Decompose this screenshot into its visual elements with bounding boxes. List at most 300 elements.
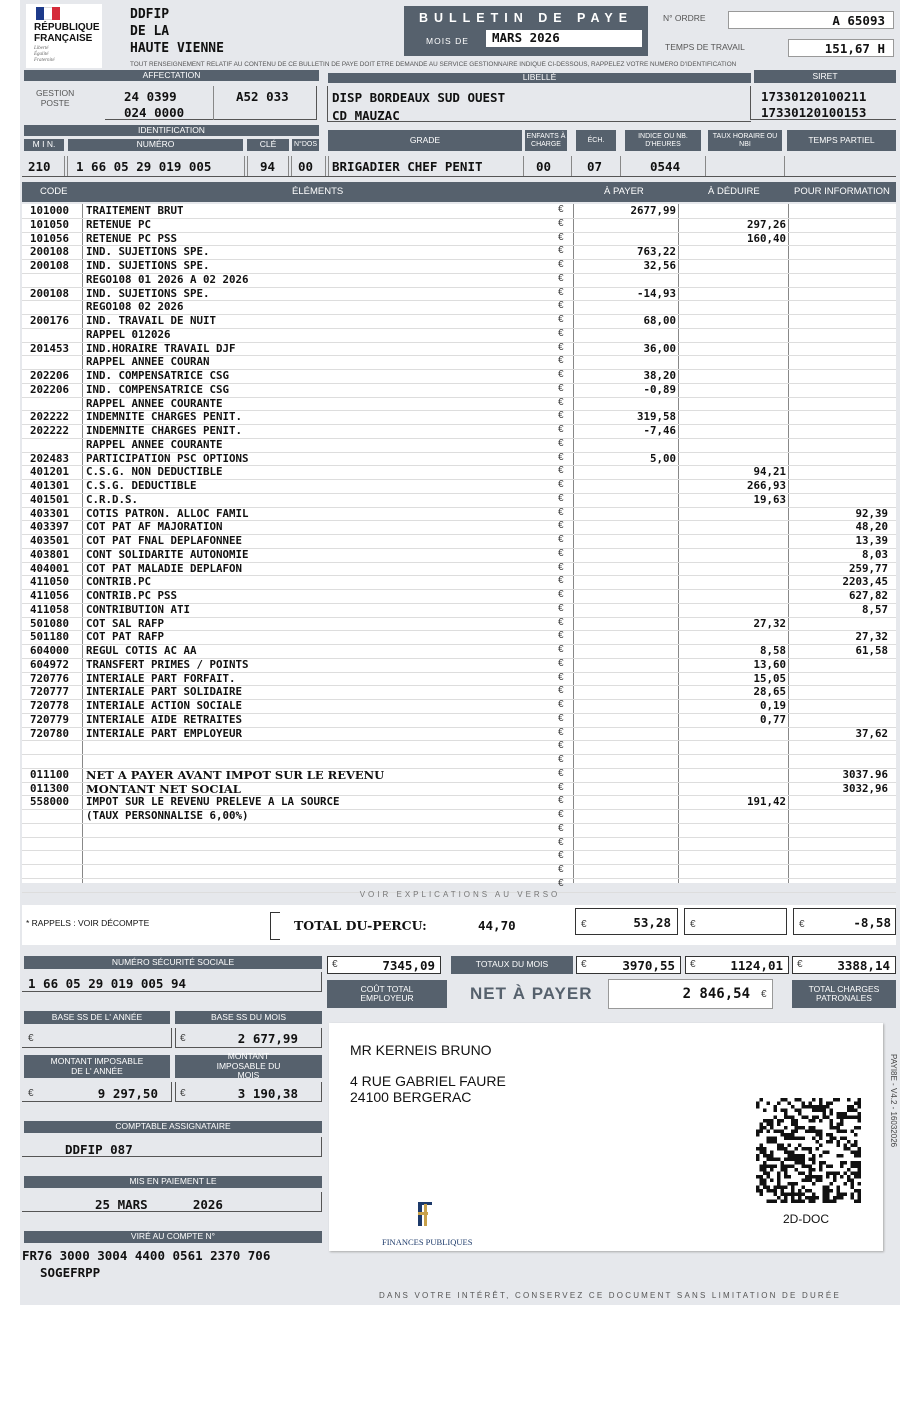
table-row: [20, 520, 900, 534]
row-info: 8,57: [861, 602, 888, 616]
euro-sign: €: [558, 382, 564, 394]
row-label: COT PAT MALADIE DEPLAFON: [86, 561, 243, 575]
row-code: 202206: [30, 382, 70, 396]
table-row: [20, 768, 900, 782]
euro-sign: €: [558, 561, 564, 573]
euro-sign: €: [558, 767, 564, 779]
row-label: INDEMNITE CHARGES PENIT.: [86, 410, 243, 424]
table-row: [20, 548, 900, 562]
row-info: 13,39: [855, 534, 888, 547]
imposable-annee-value: 9 297,50: [97, 1086, 158, 1101]
table-row: [20, 850, 900, 864]
side-code: PAYI8E - V4.2 - 16032026: [889, 1054, 898, 1148]
row-label: INDEMNITE CHARGES PENIT.: [86, 424, 243, 437]
euro-sign: €: [558, 479, 564, 490]
row-label: IND. TRAVAIL DE NUIT: [86, 314, 217, 327]
euro-sign: €: [558, 699, 564, 710]
euro-sign: €: [558, 740, 564, 752]
row-code: 101056: [30, 231, 70, 245]
row-label: TRANSFERT PRIMES / POINTS: [86, 657, 249, 671]
siret-2: 17330120100153: [761, 105, 867, 120]
indice-value: 0544: [650, 159, 681, 174]
row-code: 501080: [30, 616, 70, 630]
row-label: INTERIALE PART EMPLOYEUR: [86, 726, 243, 740]
table-row: [20, 809, 900, 823]
row-info: 92,39: [855, 506, 888, 520]
row-code: 011300: [30, 781, 70, 795]
row-info: 3032,96: [842, 781, 888, 795]
row-code: 200108: [30, 259, 70, 272]
rf-line-2: FRANÇAISE: [34, 33, 93, 44]
rf-line-1: RÉPUBLIQUE: [34, 22, 100, 33]
row-label: INTERIALE ACTION SOCIALE: [86, 699, 243, 712]
row-code: 720776: [30, 671, 70, 685]
table-row: [20, 287, 900, 301]
euro-sign: €: [558, 781, 564, 793]
row-label: CONTRIB.PC PSS: [86, 589, 178, 602]
ech-value: 07: [587, 159, 603, 174]
numero-header: NUMÉRO: [68, 139, 243, 151]
table-header: [22, 182, 896, 202]
row-code: 720779: [30, 712, 70, 726]
euro-sign: €: [558, 492, 564, 504]
row-label: COT SAL RAFP: [86, 616, 165, 630]
row-label: INTERIALE PART FORFAIT.: [86, 671, 236, 685]
euro-sign: €: [558, 465, 564, 477]
imposable-mois-header: MONTANT IMPOSABLE DU MOIS: [175, 1055, 322, 1078]
row-code: 202222: [30, 424, 70, 437]
euro-sign: €: [558, 644, 564, 655]
row-info: 48,20: [855, 520, 888, 534]
row-deduire: 15,05: [753, 671, 786, 685]
footer-notice: DANS VOTRE INTÉRÊT, CONSERVEZ CE DOCUMENT SANS LIMITATION DE DURÉE: [379, 1291, 841, 1300]
row-code: 011100: [30, 767, 70, 781]
bic-value: SOGEFRPP: [40, 1265, 101, 1280]
euro-sign: €: [558, 217, 564, 229]
euro-sign: €: [690, 919, 696, 930]
row-deduire: 0,19: [759, 699, 786, 712]
notice-text: TOUT RENSEIGNEMENT RELATIF AU CONTENU DE CE BULLETIN DE PAYE DOIT ÊTRE DEMANDÉ AU SERVICE GESTIONNAIRE INDIQUÉ CI-DESSOUS, RAPPELEZ VOTRE NUMÉRO D'IDENTIFICATION: [130, 61, 737, 68]
row-label: IND. SUJETIONS SPE.: [86, 245, 210, 259]
euro-sign: €: [558, 616, 564, 628]
org-line-2: DE LA: [130, 24, 170, 39]
euro-sign: €: [558, 286, 564, 298]
row-info: 37,62: [855, 726, 888, 740]
euro-sign: €: [558, 657, 564, 669]
row-payer: 32,56: [643, 259, 676, 272]
euro-sign: €: [558, 850, 564, 862]
row-payer: 319,58: [636, 410, 676, 424]
row-label: REGUL COTIS AC AA: [86, 644, 197, 657]
poste-value: 024 0000: [124, 105, 185, 120]
compte-header: VIRÉ AU COMPTE N°: [24, 1231, 322, 1243]
row-label: RETENUE PC: [86, 217, 152, 231]
row-label: CONT SOLIDARITE AUTONOMIE: [86, 547, 249, 561]
euro-sign: €: [558, 630, 564, 642]
euro-sign: €: [558, 341, 564, 353]
rappels-note: * RAPPELS : VOIR DÉCOMPTE: [26, 918, 150, 928]
row-code: 200176: [30, 314, 70, 327]
table-row: [20, 355, 900, 369]
base-mois-value: 2 677,99: [237, 1031, 298, 1046]
secu-value: 1 66 05 29 019 005 94: [28, 976, 187, 991]
row-label: IND.HORAIRE TRAVAIL DJF: [86, 341, 236, 355]
row-code: 604000: [30, 644, 70, 657]
row-label: IND. SUJETIONS SPE.: [86, 286, 210, 300]
euro-sign: €: [180, 1088, 186, 1099]
row-code: 401201: [30, 465, 70, 479]
row-label: CONTRIB.PC: [86, 575, 152, 589]
table-row: [20, 740, 900, 754]
row-info: 3037.96: [842, 767, 888, 781]
identification-header: IDENTIFICATION: [24, 125, 319, 136]
row-info: 61,58: [855, 644, 888, 657]
base-annee-header: BASE SS DE L' ANNÉE: [24, 1011, 170, 1024]
row-deduire: 191,42: [746, 795, 786, 809]
euro-sign: €: [558, 685, 564, 697]
euro-sign: €: [558, 534, 564, 545]
recipient-city: 24100 BERGERAC: [350, 1089, 472, 1105]
table-row: [20, 410, 900, 424]
totaux-mois-header: TOTAUX DU MOIS: [451, 956, 573, 974]
euro-sign: €: [558, 410, 564, 422]
doc-label: 2D-DOC: [783, 1212, 830, 1226]
recipient-name: MR KERNEIS BRUNO: [350, 1042, 492, 1058]
table-row: [20, 369, 900, 383]
row-payer: 5,00: [649, 451, 676, 465]
row-label: COT PAT AF MAJORATION: [86, 520, 223, 534]
row-label: COT PAT RAFP: [86, 630, 165, 644]
du-percu-value: 44,70: [478, 918, 516, 933]
table-row: [20, 575, 900, 589]
row-label: C.S.G. NON DEDUCTIBLE: [86, 465, 223, 479]
table-row: [20, 603, 900, 617]
euro-sign: €: [558, 396, 564, 408]
row-label: COTIS PATRON. ALLOC FAMIL: [86, 506, 249, 520]
affectation-code: A52 033: [236, 89, 289, 104]
net-value: 2 846,54: [682, 986, 750, 1002]
euro-sign: €: [558, 602, 564, 614]
finances-publiques-logo: [410, 1200, 470, 1228]
temps-value: 151,67 H: [788, 39, 894, 57]
euro-sign: €: [581, 959, 587, 970]
row-deduire: 28,65: [753, 685, 786, 699]
row-label: C.R.D.S.: [86, 492, 139, 506]
row-payer: 2677,99: [630, 204, 676, 217]
table-row: [20, 672, 900, 686]
row-label: COT PAT FNAL DEPLAFONNEE: [86, 534, 243, 547]
table-row: [20, 218, 900, 232]
table-row: [20, 823, 900, 837]
total-info: -8,58: [853, 915, 891, 930]
month-deduire: 1124,01: [730, 958, 783, 973]
row-code: 411058: [30, 602, 70, 616]
gestion-label: GESTION: [36, 88, 75, 98]
row-deduire: 0,77: [759, 712, 786, 726]
table-row: [20, 658, 900, 672]
row-code: 720777: [30, 685, 70, 699]
euro-sign: €: [558, 575, 564, 587]
libelle-line-1: DISP BORDEAUX SUD OUEST: [332, 90, 506, 105]
row-label: MONTANT NET SOCIAL: [86, 781, 241, 796]
title-block: [404, 6, 648, 56]
euro-sign: €: [558, 726, 564, 738]
row-code: 200108: [30, 286, 70, 300]
table-row: [20, 644, 900, 658]
month-total-1: 7345,09: [382, 958, 435, 973]
table-row: [20, 204, 900, 218]
row-label: IND. COMPENSATRICE CSG: [86, 369, 230, 382]
euro-sign: €: [28, 1033, 34, 1044]
flag-icon: [36, 7, 60, 20]
paiement-header: MIS EN PAIEMENT LE: [24, 1176, 322, 1188]
row-payer: 68,00: [643, 314, 676, 327]
row-payer: -14,93: [636, 286, 676, 300]
row-label: (TAUX PERSONNALISE 6,00%): [86, 809, 249, 822]
mois-label: MOIS DE: [426, 36, 469, 46]
euro-sign: €: [558, 259, 564, 270]
euro-sign: €: [28, 1088, 34, 1099]
row-code: 202483: [30, 451, 70, 465]
table-row: [20, 245, 900, 259]
imposable-mois-value: 3 190,38: [237, 1086, 298, 1101]
col-deduire: À DÉDUIRE: [708, 186, 760, 197]
euro-sign: €: [558, 754, 564, 765]
row-code: 404001: [30, 561, 70, 575]
row-label: RETENUE PC PSS: [86, 231, 178, 245]
cout-employeur-header: COÛT TOTAL EMPLOYEUR: [327, 980, 447, 1008]
table-row: [20, 465, 900, 479]
org-line-3: HAUTE VIENNE: [130, 41, 224, 56]
table-row: [20, 397, 900, 411]
month-info: 3388,14: [837, 958, 890, 973]
euro-sign: €: [558, 795, 564, 807]
euro-sign: €: [558, 809, 564, 820]
row-info: 2203,45: [842, 575, 888, 589]
euro-sign: €: [558, 836, 564, 848]
euro-sign: €: [797, 959, 803, 970]
cle-value: 94: [260, 159, 276, 174]
row-info: 27,32: [855, 630, 888, 644]
row-label: IND. SUJETIONS SPE.: [86, 259, 210, 272]
du-percu-label: TOTAL DU-PERCU:: [294, 918, 427, 933]
enfants-header: ENFANTS À CHARGE: [525, 130, 567, 151]
payslip-page: [20, 0, 900, 1305]
row-code: 101000: [30, 204, 70, 217]
table-row: [20, 699, 900, 713]
row-label: PARTICIPATION PSC OPTIONS: [86, 451, 249, 465]
ordre-label: N° ORDRE: [663, 13, 706, 23]
table-row: [20, 259, 900, 273]
row-label: REGO108 02 2026: [86, 300, 184, 314]
row-code: 411050: [30, 575, 70, 589]
charges-patronales-header: TOTAL CHARGES PATRONALES: [792, 980, 896, 1008]
row-label: INTERIALE PART SOLIDAIRE: [86, 685, 243, 699]
numero-value: 1 66 05 29 019 005: [76, 159, 212, 174]
row-info: 627,82: [848, 589, 888, 602]
euro-sign: €: [690, 959, 696, 970]
table-row: [20, 424, 900, 438]
min-value: 210: [28, 159, 51, 174]
euro-sign: €: [558, 822, 564, 834]
table-row: [20, 727, 900, 741]
month-payer: 3970,55: [622, 958, 675, 973]
row-label: REGO108 01 2026 A 02 2026: [86, 272, 249, 286]
table-row: [20, 479, 900, 493]
min-header: M I N.: [24, 139, 64, 151]
euro-sign: €: [558, 437, 564, 449]
grade-value: BRIGADIER CHEF PENIT: [332, 159, 483, 174]
euro-sign: €: [761, 989, 767, 1000]
euro-sign: €: [558, 314, 564, 325]
net-label: NET À PAYER: [470, 984, 593, 1003]
euro-sign: €: [558, 204, 564, 215]
row-code: 401301: [30, 479, 70, 492]
libelle-line-2: CD MAUZAC: [332, 108, 400, 123]
row-code: 200108: [30, 245, 70, 259]
euro-sign: €: [558, 369, 564, 380]
base-mois-header: BASE SS DU MOIS: [175, 1011, 322, 1024]
table-row: [20, 864, 900, 878]
col-payer: À PAYER: [604, 186, 644, 197]
table-row: [20, 438, 900, 452]
row-code: 501180: [30, 630, 70, 644]
row-code: 558000: [30, 795, 70, 809]
row-code: 101050: [30, 217, 70, 231]
table-row: [20, 493, 900, 507]
row-info: 8,03: [861, 547, 888, 561]
row-code: 202206: [30, 369, 70, 382]
ndos-header: N°DOS: [292, 139, 319, 151]
table-row: [20, 342, 900, 356]
euro-sign: €: [558, 355, 564, 367]
brace-icon: [270, 912, 280, 940]
comptable-value: DDFIP 087: [65, 1142, 133, 1157]
table-row: [20, 232, 900, 246]
mois-value: MARS 2026: [486, 30, 642, 47]
row-deduire: 266,93: [746, 479, 786, 492]
row-label: C.S.G. DEDUCTIBLE: [86, 479, 197, 492]
euro-sign: €: [180, 1033, 186, 1044]
row-code: 411056: [30, 589, 70, 602]
euro-sign: €: [558, 877, 564, 889]
row-label: TRAITEMENT BRUT: [86, 204, 184, 217]
row-deduire: 8,58: [759, 644, 786, 657]
euro-sign: €: [558, 671, 564, 683]
page-title: BULLETIN DE PAYE: [418, 11, 634, 25]
euro-sign: €: [558, 547, 564, 559]
row-code: 403501: [30, 534, 70, 547]
table-row: [20, 383, 900, 397]
siret-header: SIRET: [754, 70, 896, 83]
euro-sign: €: [558, 864, 564, 875]
euro-sign: €: [558, 520, 564, 532]
euro-sign: €: [558, 424, 564, 435]
table-row: [20, 617, 900, 631]
euro-sign: €: [332, 959, 338, 970]
euro-sign: €: [581, 919, 587, 930]
row-label: INTERIALE AIDE RETRAITES: [86, 712, 243, 726]
affectation-header: AFFECTATION: [24, 70, 319, 81]
table-row: [20, 713, 900, 727]
euro-sign: €: [558, 712, 564, 724]
row-code: 401501: [30, 492, 70, 506]
table-row: [20, 562, 900, 576]
row-label: RAPPEL ANNEE COURANTE: [86, 396, 223, 410]
libelle-header: LIBELLÉ: [328, 73, 751, 83]
temps-partiel-header: TEMPS PARTIEL: [787, 130, 896, 151]
verso-text: VOIR EXPLICATIONS AU VERSO: [359, 890, 561, 899]
row-label: RAPPEL ANNEE COURAN: [86, 355, 210, 369]
table-row: [20, 300, 900, 314]
euro-sign: €: [558, 506, 564, 518]
republique-logo: [26, 4, 102, 68]
row-info: 259,77: [848, 561, 888, 575]
row-code: 720780: [30, 726, 70, 740]
row-code: 403801: [30, 547, 70, 561]
table-row: [20, 837, 900, 851]
table-row: [20, 754, 900, 768]
col-code: CODE: [40, 186, 68, 197]
table-row: [20, 273, 900, 287]
poste-label: POSTE: [40, 98, 70, 108]
table-row: [20, 314, 900, 328]
table-row: [20, 795, 900, 809]
row-label: IMPOT SUR LE REVENU PRELEVE A LA SOURCE: [86, 795, 340, 809]
table-row: [20, 452, 900, 466]
table-row: [20, 630, 900, 644]
org-line-1: DDFIP: [130, 7, 170, 22]
euro-sign: €: [799, 919, 805, 930]
row-code: 202222: [30, 410, 70, 424]
cle-header: CLÉ: [247, 139, 289, 151]
col-info: POUR INFORMATION: [794, 186, 890, 197]
row-deduire: 94,21: [753, 465, 786, 479]
finances-publiques-text: FINANCES PUBLIQUES: [382, 1237, 473, 1247]
motto-3: Fraternité: [34, 58, 55, 63]
row-payer: -0,89: [643, 382, 676, 396]
taux-header: TAUX HORAIRE OU NBI: [708, 130, 782, 151]
table-row: [20, 589, 900, 603]
grade-header: GRADE: [328, 130, 522, 151]
siret-1: 17330120100211: [761, 89, 867, 104]
temps-label: TEMPS DE TRAVAIL: [665, 42, 745, 52]
comptable-header: COMPTABLE ASSIGNATAIRE: [24, 1121, 322, 1133]
row-label: IND. COMPENSATRICE CSG: [86, 382, 230, 396]
enfants-value: 00: [536, 159, 552, 174]
row-label: CONTRIBUTION ATI: [86, 602, 191, 616]
table-row: [20, 685, 900, 699]
euro-sign: €: [558, 327, 564, 339]
euro-sign: €: [558, 451, 564, 463]
indice-header: INDICE OU NB. D'HEURES: [625, 130, 701, 151]
recipient-street: 4 RUE GABRIEL FAURE: [350, 1073, 506, 1089]
table-row: [20, 328, 900, 342]
table-row: [20, 782, 900, 796]
row-code: 720778: [30, 699, 70, 712]
ndos-value: 00: [298, 159, 314, 174]
table-row: [20, 534, 900, 548]
row-code: 403301: [30, 506, 70, 520]
euro-sign: €: [558, 245, 564, 257]
iban-value: FR76 3000 3004 4400 0561 2370 706: [22, 1248, 271, 1263]
row-code: 403397: [30, 520, 70, 534]
row-deduire: 27,32: [753, 616, 786, 630]
ordre-value: A 65093: [728, 11, 894, 29]
row-code: 604972: [30, 657, 70, 671]
row-deduire: 297,26: [746, 217, 786, 231]
table-row: [20, 507, 900, 521]
